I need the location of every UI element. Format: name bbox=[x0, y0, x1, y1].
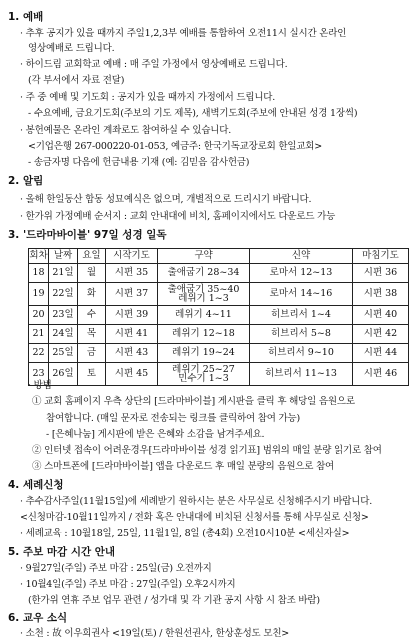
cell-old-testament bbox=[158, 325, 250, 344]
table-header-row bbox=[29, 249, 409, 264]
cell-new-testament: 히브리서 9~10 bbox=[250, 344, 353, 363]
ot-reading: 레위기 19~24 bbox=[172, 347, 235, 358]
table-row bbox=[29, 363, 409, 386]
deadline-line-1: · 9월27일(주일) 주보 마감 : 25일(금) 오전까지 bbox=[20, 563, 212, 574]
header-round: 회차 bbox=[29, 249, 49, 264]
worship-line-3: · 하이드림 교회학교 예배 : 매 주일 가정에서 영상예배로 드립니다. bbox=[20, 59, 288, 70]
cell-day: 토 bbox=[78, 363, 106, 386]
ot-reading: 레위기 12~18 bbox=[172, 328, 235, 339]
header-start-prayer: 시작기도 bbox=[106, 249, 158, 264]
method-line-1: ① 교회 홈페이지 우측 상단의 [드라마바이블] 게시판을 클릭 후 해당일 음원으로 bbox=[32, 396, 355, 407]
section-members-title: 6. 교우 소식 bbox=[8, 612, 68, 624]
cell-day: 수 bbox=[78, 306, 106, 325]
bible-reading-table bbox=[28, 248, 409, 386]
table-row bbox=[29, 325, 409, 344]
cell-round: 21 bbox=[29, 325, 49, 344]
cell-old-testament bbox=[158, 363, 250, 386]
worship-line-2: 영상예배로 드립니다. bbox=[28, 43, 115, 54]
deadline-line-2: · 10월4일(주일) 주보 마감 : 27일(주일) 오후2시까지 bbox=[20, 579, 236, 590]
cell-date: 25일 bbox=[49, 344, 78, 363]
cell-end-prayer: 시편 36 bbox=[353, 264, 409, 283]
section-deadline-title: 5. 주보 마감 시간 안내 bbox=[8, 546, 116, 558]
cell-new-testament: 로마서 12~13 bbox=[250, 264, 353, 283]
table-row bbox=[29, 264, 409, 283]
header-end-prayer: 마침기도 bbox=[353, 249, 409, 264]
ot-reading: 출애굽기 28~34 bbox=[167, 267, 240, 278]
baptism-line-2: <신청마감-10월11일까지 / 전화 혹은 안내대에 비치된 신청서를 통해 사무실로 신청> bbox=[20, 512, 369, 523]
cell-old-testament bbox=[158, 344, 250, 363]
bank-account-line: <기업은행 267-000220-01-053, 예금주: 한국기독교장로회 한일교회> bbox=[28, 141, 323, 152]
method-label: · 방법 bbox=[28, 380, 52, 391]
notice-line-1: · 올해 한일동산 합동 성묘예식은 없으며, 개별적으로 드리시기 바랍니다. bbox=[20, 194, 312, 205]
cell-end-prayer: 시편 42 bbox=[353, 325, 409, 344]
cell-date: 23일 bbox=[49, 306, 78, 325]
cell-date: 26일 bbox=[49, 363, 78, 386]
cell-start-prayer: 시편 45 bbox=[106, 363, 158, 386]
header-day: 요일 bbox=[78, 249, 106, 264]
cell-day: 목 bbox=[78, 325, 106, 344]
table-row bbox=[29, 283, 409, 306]
ot-reading: 출애굽기 35~40 bbox=[167, 284, 240, 295]
worship-line-7: · 봉헌예물은 온라인 계좌로도 참여하실 수 있습니다. bbox=[20, 125, 232, 136]
header-date: 날짜 bbox=[49, 249, 78, 264]
method-line-5: ③ 스마트폰에 [드라마바이블] 앱을 다운로드 후 매일 분량의 음원으로 참여 bbox=[32, 461, 335, 472]
cell-end-prayer: 시편 44 bbox=[353, 344, 409, 363]
cell-start-prayer: 시편 35 bbox=[106, 264, 158, 283]
cell-start-prayer: 시편 41 bbox=[106, 325, 158, 344]
members-line-1: · 소천 : 故 이우희권사 <19일(토) / 한원선권사, 한상훈성도 모친> bbox=[20, 628, 290, 639]
ot-reading: 레위기 25~27 bbox=[172, 364, 235, 375]
table-row bbox=[29, 344, 409, 363]
cell-day: 화 bbox=[78, 283, 106, 306]
header-old-testament: 구약 bbox=[158, 249, 250, 264]
ot-reading-cont: 레위기 1~3 bbox=[178, 293, 229, 304]
worship-line-4: (각 부서에서 자료 전달) bbox=[28, 75, 125, 86]
worship-line-6: - 수요예배, 금요기도회(주보의 기도 제목), 새벽기도회(주보에 안내된 성경 1장씩) bbox=[28, 108, 358, 119]
method-line-3: - [은혜나눔] 게시판에 받은 은혜와 소감을 남겨주세요. bbox=[46, 429, 265, 440]
method-line-2: 참여합니다. (매일 문자로 전송되는 링크를 클릭하여 참여 가능) bbox=[46, 413, 300, 424]
notice-line-2: · 한가위 가정예배 순서지 : 교회 안내대에 비치, 홈페이지에서도 다운로드 가능 bbox=[20, 211, 336, 222]
cell-old-testament bbox=[158, 283, 250, 306]
baptism-line-1: · 추수감사주일(11월15일)에 세례받기 원하시는 분은 사무실로 신청해주시기 바랍니다. bbox=[20, 496, 373, 507]
section-worship-title: 1. 예배 bbox=[8, 11, 44, 23]
deadline-line-3: (한가위 연휴 주보 업무 관련 / 성가대 및 각 기관 공지 사항 시 참조 바람) bbox=[28, 595, 320, 606]
header-new-testament: 신약 bbox=[250, 249, 353, 264]
cell-new-testament: 로마서 14~16 bbox=[250, 283, 353, 306]
cell-round: 19 bbox=[29, 283, 49, 306]
cell-day: 금 bbox=[78, 344, 106, 363]
cell-new-testament: 히브리서 5~8 bbox=[250, 325, 353, 344]
cell-start-prayer: 시편 37 bbox=[106, 283, 158, 306]
section-bible-title: 3. '드라마바이블' 97일 성경 일독 bbox=[8, 229, 167, 241]
section-notice-title: 2. 알림 bbox=[8, 175, 44, 187]
cell-old-testament bbox=[158, 306, 250, 325]
worship-line-1: · 추후 공지가 있을 때까지 주일1,2,3부 예배를 통합하여 오전11시 실시간 온라인 bbox=[20, 28, 347, 39]
cell-round: 20 bbox=[29, 306, 49, 325]
section-baptism-title: 4. 세례신청 bbox=[8, 479, 64, 491]
cell-new-testament: 히브리서 1~4 bbox=[250, 306, 353, 325]
table-row bbox=[29, 306, 409, 325]
cell-old-testament bbox=[158, 264, 250, 283]
cell-start-prayer: 시편 39 bbox=[106, 306, 158, 325]
method-line-4: ② 인터넷 접속이 어려운경우[드라마바이블 성경 읽기표] 범위의 매일 분량 읽기로 참여 bbox=[32, 445, 382, 456]
cell-round: 23 bbox=[29, 363, 49, 386]
cell-round: 18 bbox=[29, 264, 49, 283]
cell-end-prayer: 시편 38 bbox=[353, 283, 409, 306]
cell-date: 24일 bbox=[49, 325, 78, 344]
worship-line-9: - 송금자명 다음에 헌금내용 기재 (예: 김믿음 감사헌금) bbox=[28, 157, 250, 168]
cell-round: 22 bbox=[29, 344, 49, 363]
cell-end-prayer: 시편 40 bbox=[353, 306, 409, 325]
cell-start-prayer: 시편 43 bbox=[106, 344, 158, 363]
cell-date: 21일 bbox=[49, 264, 78, 283]
ot-reading: 레위기 4~11 bbox=[175, 309, 232, 320]
cell-date: 22일 bbox=[49, 283, 78, 306]
ot-reading-cont: 민수기 1~3 bbox=[178, 373, 229, 384]
baptism-line-3: · 세례교육 : 10월18일, 25일, 11월1일, 8일 (총4회) 오전10시10분 <세신자실> bbox=[20, 528, 350, 539]
cell-new-testament: 히브리서 11~13 bbox=[250, 363, 353, 386]
worship-line-5: · 주 중 예배 및 기도회 : 공지가 있을 때까지 가정에서 드립니다. bbox=[20, 92, 276, 103]
cell-day: 월 bbox=[78, 264, 106, 283]
cell-end-prayer: 시편 46 bbox=[353, 363, 409, 386]
